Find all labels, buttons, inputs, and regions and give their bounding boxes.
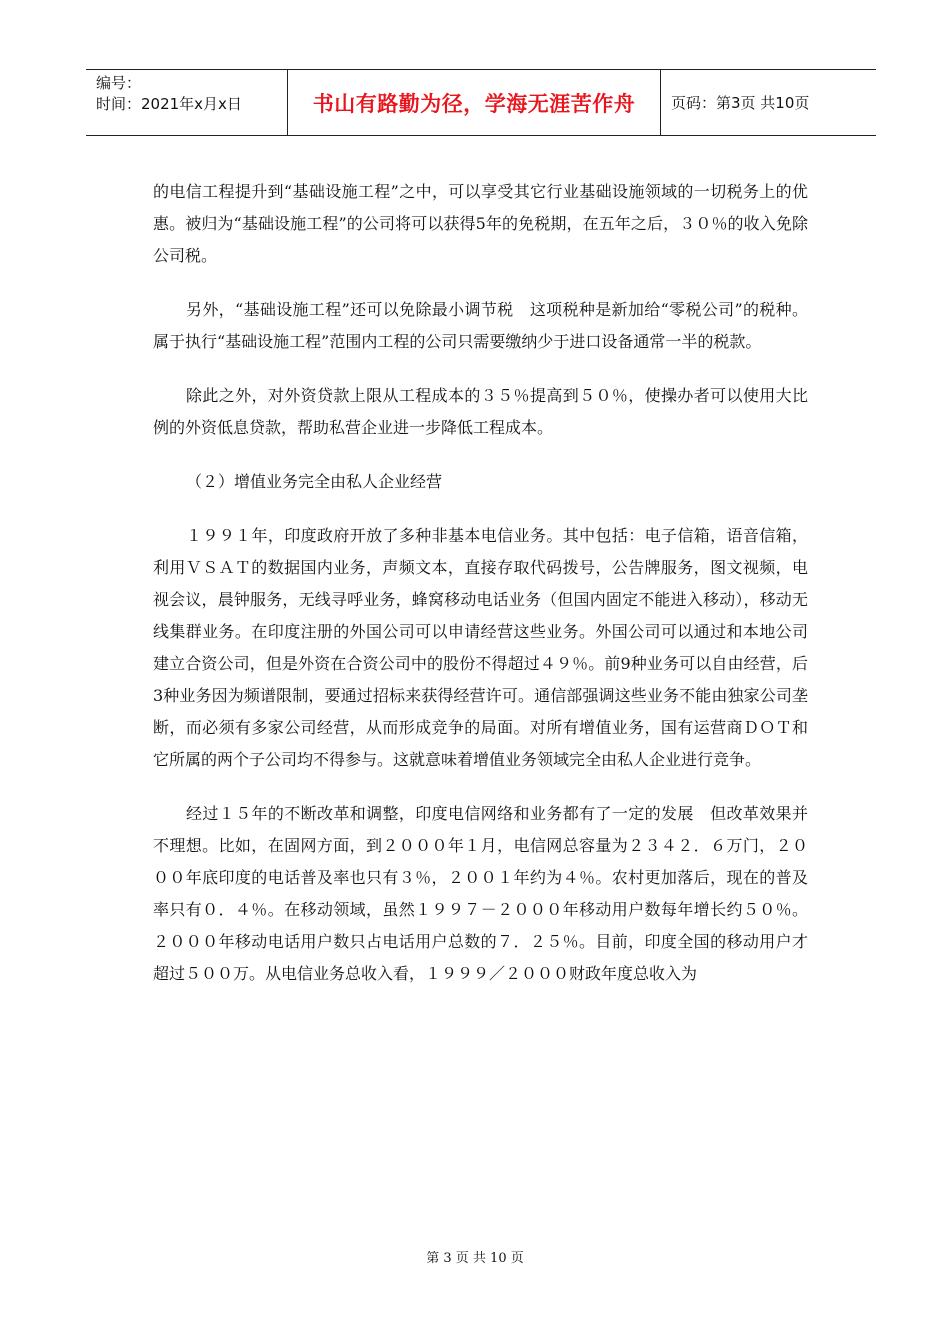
paragraph-4: １９９１年，印度政府开放了多种非基本电信业务。其中包括：电子信箱，语音信箱，利用ＶＳＡＴ的数据国内业务，声频文本，直接存取代码拨号，公告牌服务，图文视频，电视会议，晨钟服务，无线寻呼业务，蜂窝移动电话业务（但国内固定不能进入移动），移动无线集群业务。在印度注册的外国公司可以申请经营这些业务。外国公司可以通过和本地公司建立合资公司，但是外资在合资公司中的股份不得超过４９％。前9种业务可以自由经营，后3种业务因为频谱限制，要通过招标来获得经营许可。通信部强调这些业务不能由独家公司垄断，而必须有多家公司经营，从而形成竞争的局面。对所有增值业务，国有运营商ＤＯＴ和它所属的两个子公司均不得参与。这就意味着增值业务领域完全由私人企业进行竞争。 — [153, 526, 808, 769]
section-heading: （２）增值业务完全由私人企业经营 — [186, 472, 443, 491]
paragraph-2: 另外，“基础设施工程”还可以免除最小调节税 这项税种是新加给“零税公司”的税种。属于执行“基础设施工程”范围内工程的公司只需要缴纳少于进口设备通常一半的税款。 — [153, 300, 808, 351]
header-motto: 书山有路勤为径，学海无涯苦作舟 — [287, 70, 661, 135]
document-time-label: 时间：2021年x月x日 — [96, 95, 242, 113]
paragraph-1: 的电信工程提升到“基础设施工程”之中，可以享受其它行业基础设施领域的一切税务上的优惠。被归为“基础设施工程”的公司将可以获得5年的免税期，在五年之后，３０％的收入免除公司税。 — [153, 182, 808, 265]
document-body — [153, 176, 808, 1012]
document-number-label: 编号： — [96, 74, 142, 92]
paragraph-3: 除此之外，对外资贷款上限从工程成本的３５％提高到５０％，使操办者可以使用大比例的外资低息贷款，帮助私营企业进一步降低工程成本。 — [153, 386, 808, 437]
paragraph-5: 经过１５年的不断改革和调整，印度电信网络和业务都有了一定的发展 但改革效果并不理想。比如，在固网方面，到２０００年１月，电信网总容量为２３４２．６万门，２０００年底印度的电话普及率也只有３％，２００１年约为４％。农村更加落后，现在的普及率只有０．４％。在移动领域，虽然１９９７－２０００年移动用户数每年增长约５０％。２０００年移动电话用户数只占电话用户总数的７．２５％。目前，印度全国的移动用户才超过５００万。从电信业务总收入看，１９９９／２０００财政年度总收入为 — [153, 804, 808, 983]
page-footer: 第 3 页 共 10 页 — [426, 1251, 524, 1266]
page-header — [86, 69, 876, 136]
header-page-number: 页码：第3页 共10页 — [671, 94, 810, 112]
header-meta — [86, 70, 287, 135]
